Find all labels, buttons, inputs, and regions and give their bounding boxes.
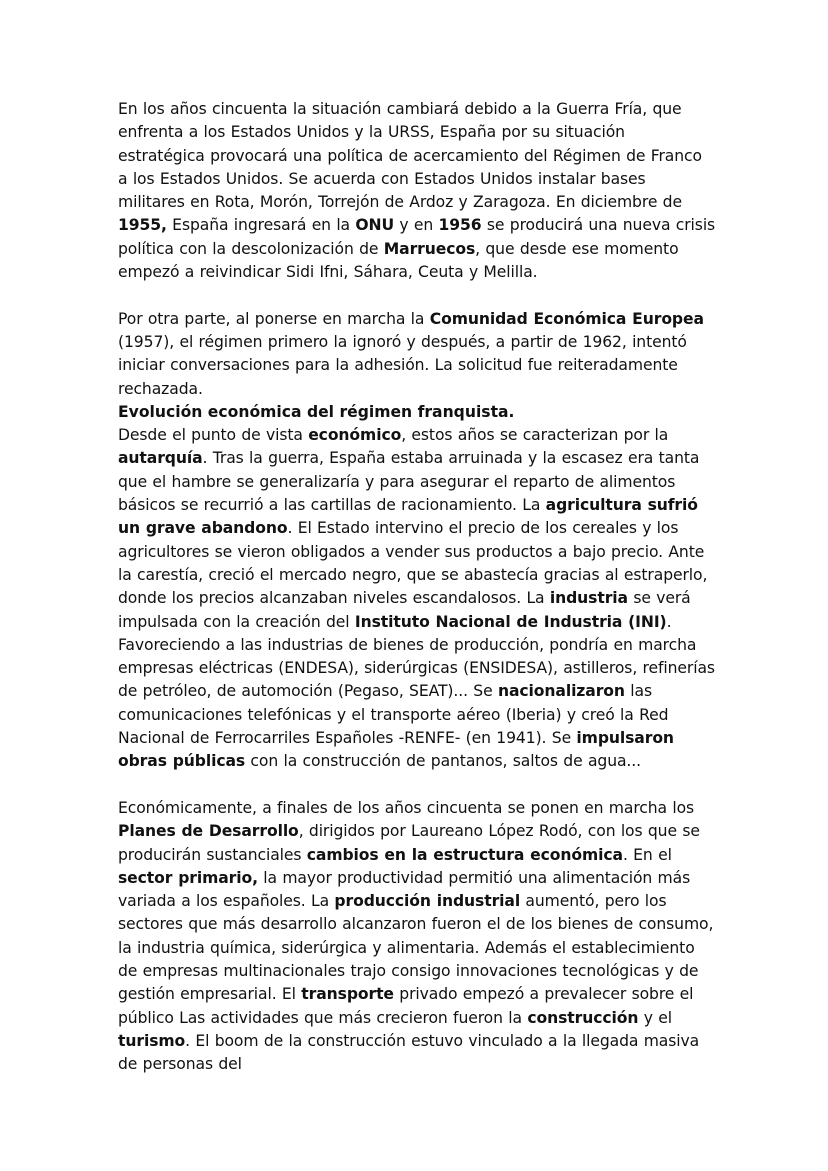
text-run: aumentó, pero los sectores que más desarrollo alcanzaron fueron el de los bienes de consumo, la industria química, siderúrgica y alimentaria. Además el establecimiento de empresas multinacionales trajo consigo innovaciones tecnológicas y de gestión empresarial. El [118, 892, 714, 1004]
text-run: . Tras la guerra, España estaba arruinada y la escasez era tanta que el hambre se generalizaría y para asegurar el reparto de alimentos básicos se recurrió a las cartillas de racionamiento. La [118, 449, 700, 515]
text-run: , estos años se caracterizan por la [401, 426, 669, 445]
text-run: las comunicaciones telefónicas y el transporte aéreo (Iberia) y creó la Red Nacional de Ferrocarriles Españoles -RENFE- (en 1941). Se [118, 682, 669, 748]
bold-term: Marruecos [383, 239, 476, 258]
bold-term: transporte [301, 985, 394, 1004]
text-run: En los años cincuenta la situación cambiará debido a la Guerra Fría, que enfrenta a los Estados Unidos y la URSS, España por su situación estratégica provocará una política de acercamiento del Régimen de Franco a los Estados Unidos. Se acuerda con Estados Unidos instalar bases militares en Rota, Morón, Torrejón de Ardoz y Zaragoza. En diciembre de [118, 100, 702, 212]
text-run: . El Estado intervino el precio de los cereales y los agricultores se vieron obligados a vender sus productos a bajo precio. Ante la carestía, creció el mercado negro, que se abastecía gracias al estraperlo, donde los precios alcanzaban niveles escandalosos. La [118, 519, 708, 608]
bold-term: autarquía [118, 449, 203, 468]
bold-term: agricultura sufrió un grave abandono [118, 496, 698, 538]
paragraph-gap [118, 284, 716, 307]
text-run: y el [638, 1008, 672, 1027]
bold-term: cambios en la estructura económica [306, 845, 623, 864]
bold-term: turismo [118, 1031, 186, 1050]
text-run: Económicamente, a finales de los años cincuenta se ponen en marcha los [118, 798, 695, 817]
text-run: Desde el punto de vista [118, 426, 309, 445]
bold-term: ONU [355, 216, 395, 235]
text-run: privado empezó a prevalecer sobre el público Las actividades que más crecieron fueron la [118, 985, 694, 1027]
bold-term: construcción [527, 1008, 639, 1027]
text-run: y en [394, 216, 439, 235]
bold-term: producción industrial [334, 892, 521, 911]
text-run: se verá impulsada con la creación del [118, 589, 691, 631]
text-run: con la construcción de pantanos, saltos de agua... [245, 752, 642, 771]
bold-term: industria [549, 589, 628, 608]
bold-term: nacionalizaron [497, 682, 625, 701]
text-run: se producirá una nueva crisis política con la descolonización de [118, 216, 716, 258]
bold-term: 1956 [438, 216, 482, 235]
text-run: la mayor productividad permitió una alimentación más variada a los españoles. La [118, 868, 691, 911]
bold-term: Comunidad Económica Europea [429, 309, 704, 328]
text-run: España ingresará en la [166, 216, 356, 235]
text-run: . Favoreciendo a las industrias de bienes de producción, pondría en marcha empresas eléctricas (ENDESA), siderúrgicas (ENSIDESA), astilleros, refinerías de petróleo, de automoción (Pegaso, SEAT)... Se [118, 612, 715, 701]
text-run: . El boom de la construcción estuvo vinculado a la llegada masiva de personas del [118, 1031, 700, 1074]
section-heading: Evolución económica del régimen franquista. [118, 402, 515, 421]
paragraph-cee [118, 308, 716, 401]
bold-term: Planes de Desarrollo [118, 822, 299, 841]
text-run: , dirigidos por Laureano López Rodó, con los que se producirán sustanciales [118, 822, 700, 864]
paragraph-guerra-fria [118, 98, 716, 284]
paragraph-planes-desarrollo [118, 797, 716, 1077]
paragraph-gap [118, 774, 716, 797]
text-run: Por otra parte, al ponerse en marcha la [118, 309, 430, 328]
paragraph-autarquia [118, 424, 716, 773]
bold-term: económico [308, 426, 402, 445]
bold-term: Instituto Nacional de Industria (INI) [354, 612, 667, 631]
text-run: , que desde ese momento empezó a reivindicar Sidi Ifni, Sáhara, Ceuta y Melilla. [118, 239, 679, 282]
bold-term: sector primario, [118, 868, 258, 887]
text-run: (1957), el régimen primero la ignoró y después, a partir de 1962, intentó iniciar conversaciones para la adhesión. La solicitud fue reiteradamente rechazada. [118, 332, 687, 398]
text-run: . En el [622, 845, 672, 864]
bold-term: 1955, [118, 216, 167, 235]
bold-term: impulsaron obras públicas [118, 729, 674, 771]
